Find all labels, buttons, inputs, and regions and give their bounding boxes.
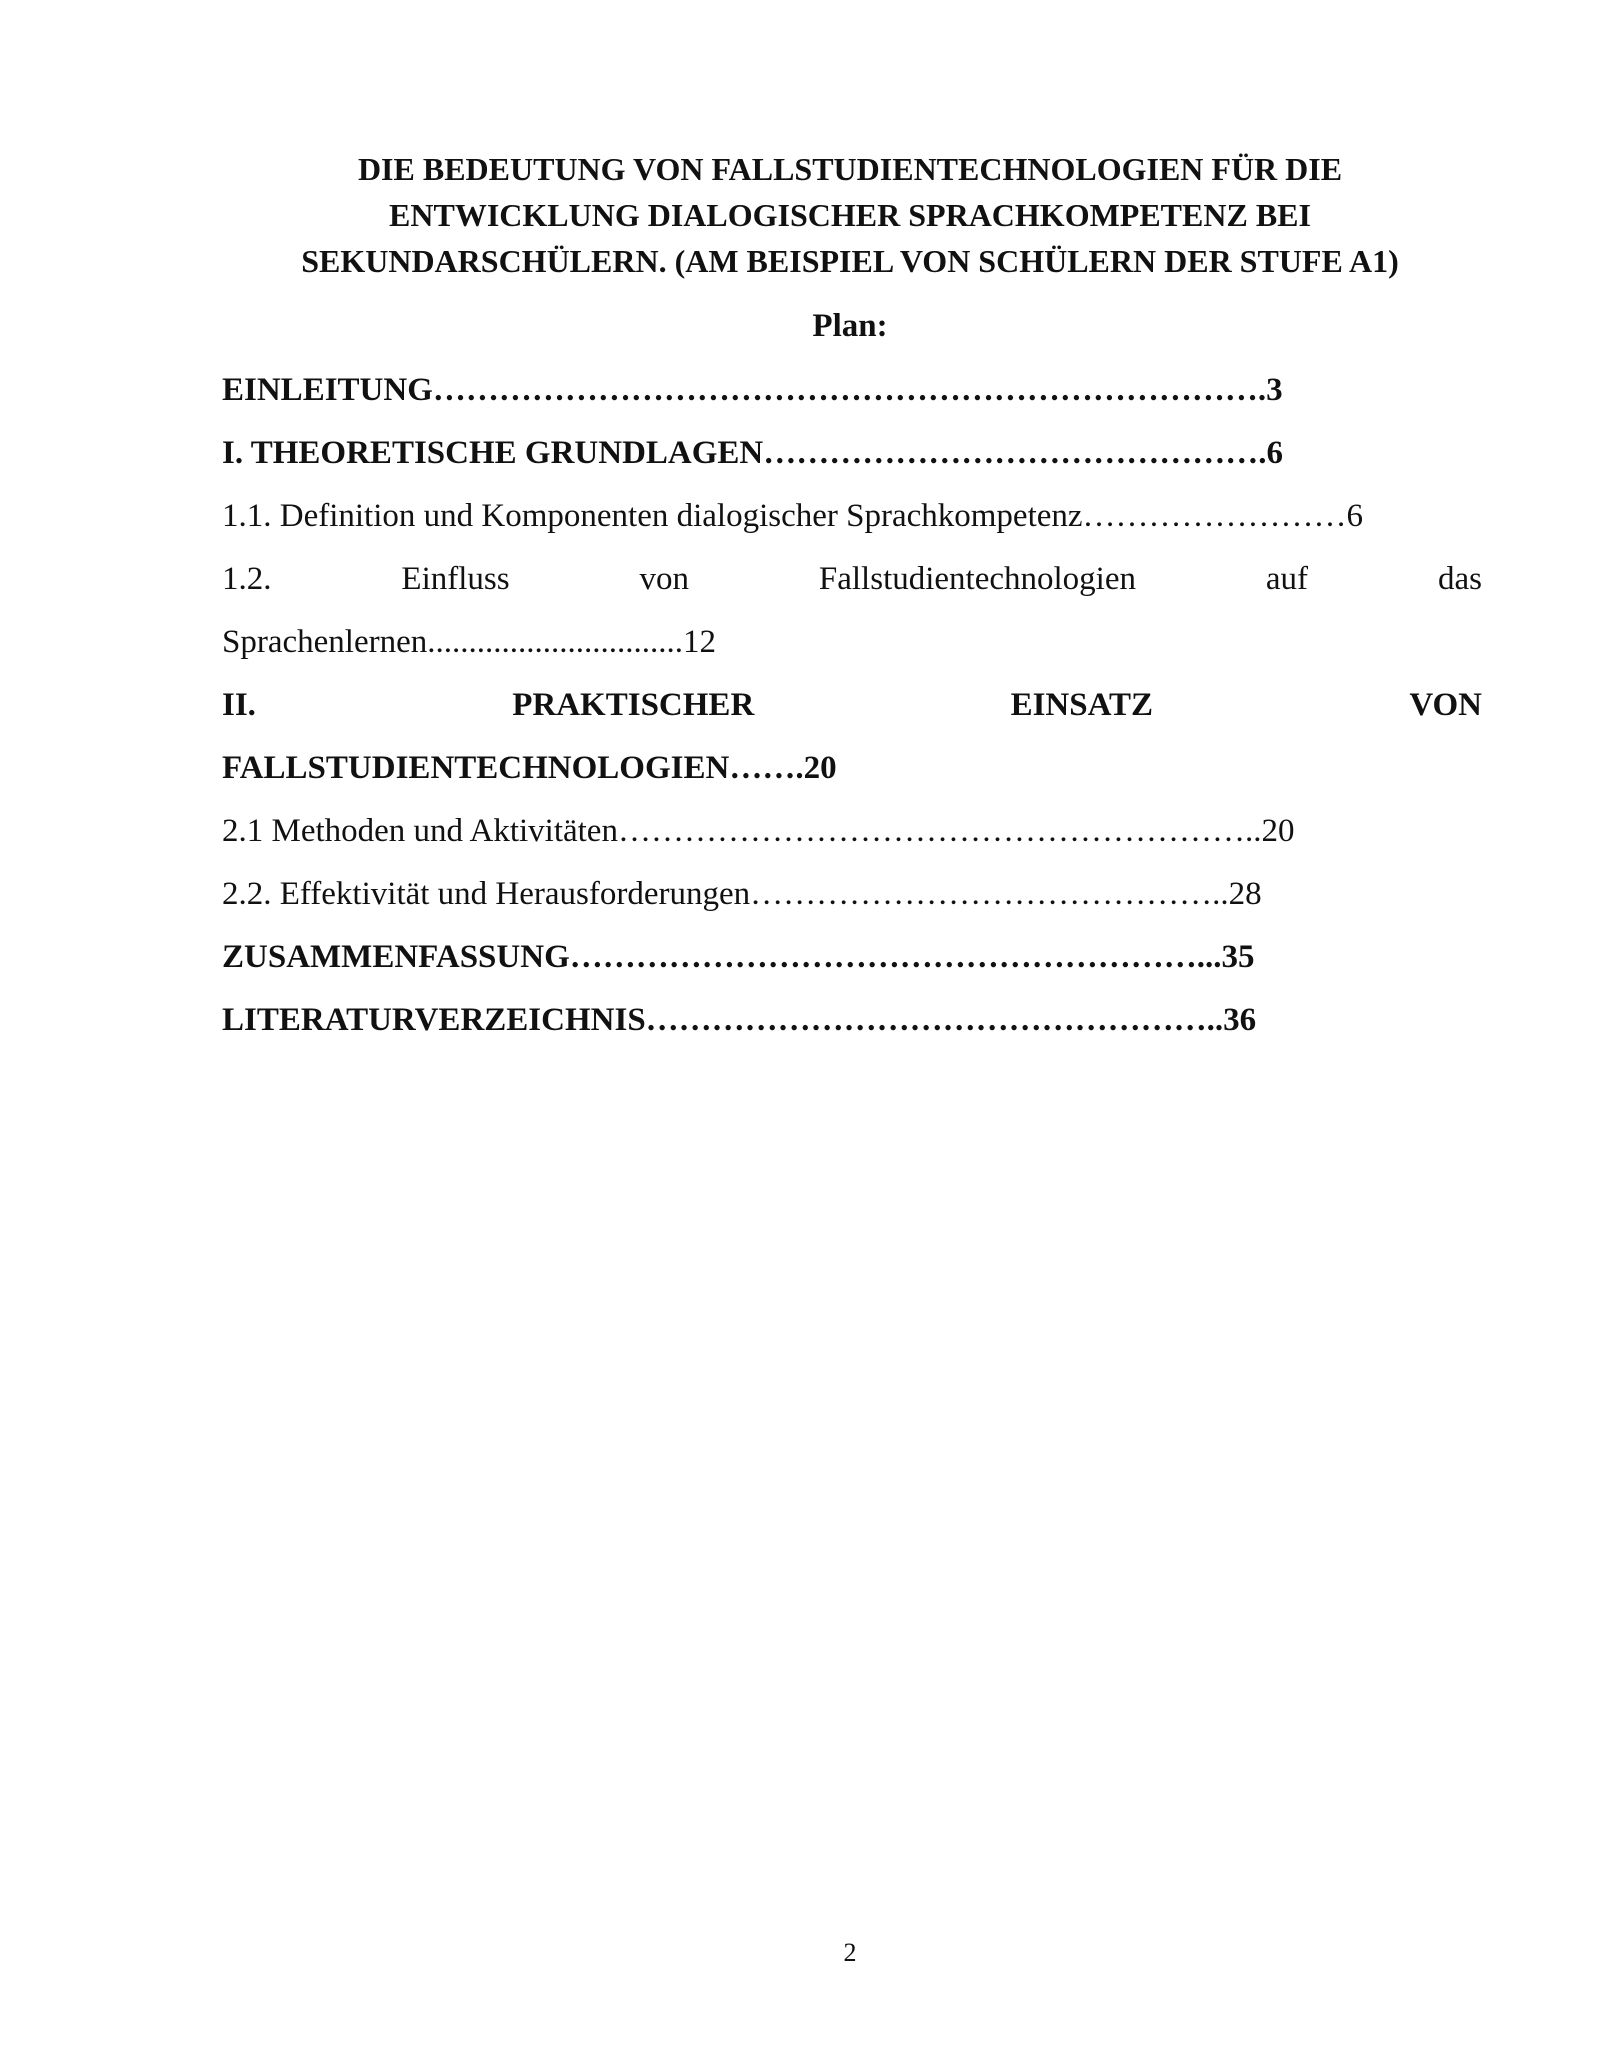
toc-word: PRAKTISCHER [512, 687, 755, 723]
toc-section-2-2: 2.2. Effektivität und Herausforderungen……………………………………..28 [222, 876, 1262, 912]
toc-word: VON [1409, 687, 1482, 723]
toc-word: 1.2. [222, 561, 272, 597]
toc-word: II. [222, 687, 256, 723]
toc-literaturverzeichnis: LITERATURVERZEICHNIS……………………………………………..36 [222, 1002, 1257, 1038]
toc-section-1-1: 1.1. Definition und Komponenten dialogischer Sprachkompetenz……………………6 [222, 498, 1364, 534]
toc-word: Fallstudientechnologien [818, 561, 1136, 597]
toc-praktischer-einsatz-continued: FALLSTUDIENTECHNOLOGIEN…….20 [222, 750, 837, 786]
toc-section-1-2-continued: Sprachenlernen...............................12 [222, 624, 716, 660]
page-number: 2 [843, 1938, 857, 1967]
toc-zusammenfassung: ZUSAMMENFASSUNG…………………………………………………...35 [222, 939, 1255, 975]
toc-word: EINSATZ [1010, 687, 1154, 723]
toc-section-1-2 [222, 556, 1482, 602]
toc-section-2-1: 2.1 Methoden und Aktivitäten…………………………………………………..20 [222, 813, 1295, 849]
toc-word: von [639, 561, 689, 597]
plan-heading: Plan: [812, 308, 888, 344]
toc-praktischer-einsatz [222, 682, 1482, 728]
toc-word: das [1437, 561, 1482, 597]
toc-theoretische-grundlagen: I. THEORETISCHE GRUNDLAGEN……………………………………….6 [222, 435, 1284, 471]
title-line-1: DIE BEDEUTUNG VON FALLSTUDIENTECHNOLOGIEN FÜR DIE [357, 151, 1343, 187]
toc-word: Einfluss [401, 561, 510, 597]
title-line-2: ENTWICKLUNG DIALOGISCHER SPRACHKOMPETENZ BEI [389, 197, 1311, 233]
toc-einleitung: EINLEITUNG………………………………………………………………….3 [222, 372, 1283, 408]
document-title [200, 146, 1500, 284]
title-line-3: SEKUNDARSCHÜLERN. (AM BEISPIEL VON SCHÜLERN DER STUFE A1) [301, 243, 1399, 279]
toc-word: auf [1265, 561, 1309, 597]
